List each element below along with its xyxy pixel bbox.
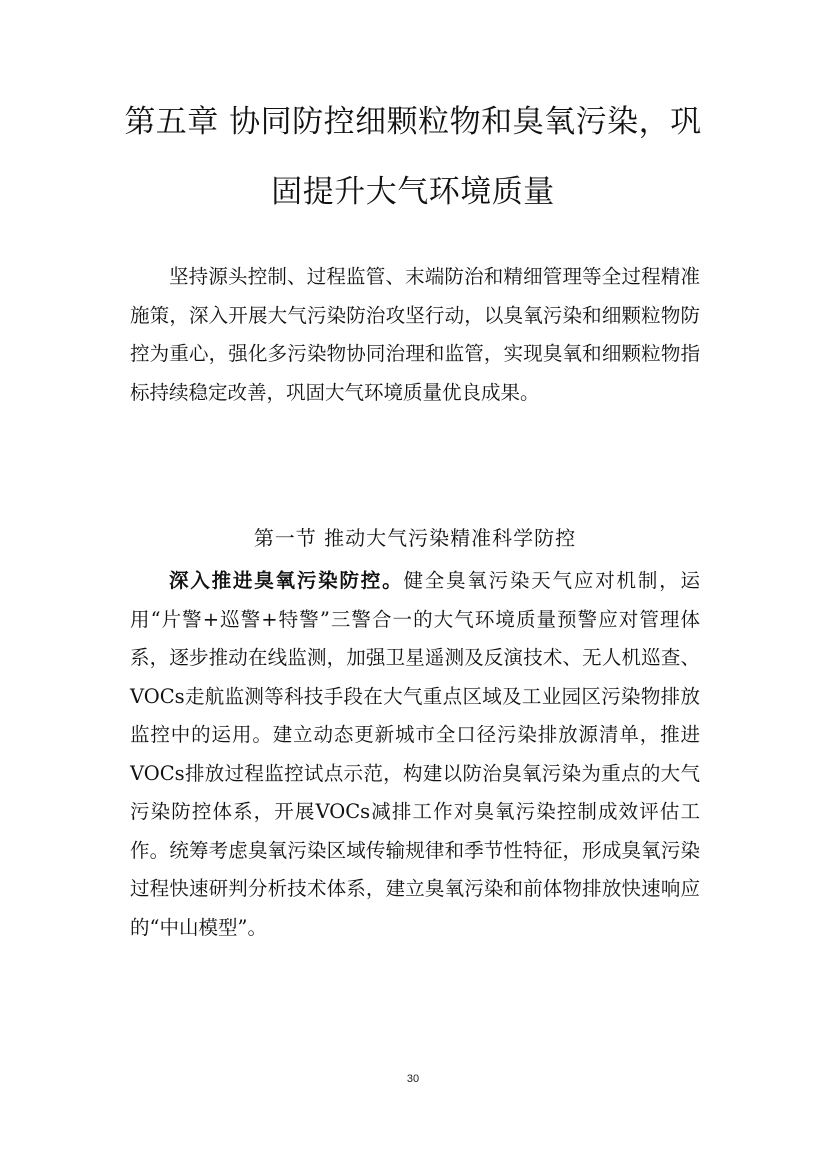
section-title: 第一节 推动大气污染精准科学防控 xyxy=(253,526,577,550)
paragraph-lead: 深入推进臭氧污染防控。 xyxy=(169,569,404,592)
chapter-title xyxy=(120,87,706,227)
chapter-title-line-1: 第五章 协同防控细颗粒物和臭氧污染，巩 xyxy=(124,104,702,140)
paragraph-body: 健全臭氧污染天气应对机制，运用“片警+巡警+特警”三警合一的大气环境质量预警应对管理体系，逐步推动在线监测，加强卫星遥测及反演技术、无人机巡查、VOCs走航监测等科技手段在大气重点区域及工业园区污染物排放监控中的运用。建立动态更新城市全口径污染排放源清单，推进VOCs排放过程监控试点示范，构建以防治臭氧污染为重点的大气污染防控体系，开展VOCs减排工作对臭氧污染控制成效评估工作。统筹考虑臭氧污染区域传输规律和季节性特征，形成臭氧污染过程快速研判分析技术体系，建立臭氧污染和前体物排放快速响应的“中山模型”。 xyxy=(130,569,700,939)
body-paragraph xyxy=(130,562,700,947)
chapter-title-line-2: 固提升大气环境质量 xyxy=(271,174,555,210)
intro-paragraph: 坚持源头控制、过程监管、末端防治和精细管理等全过程精准施策，深入开展大气污染防治攻坚行动，以臭氧污染和细颗粒物防控为重心，强化多污染物协同治理和监管，实现臭氧和细颗粒物指标持续稳定改善，巩固大气环境质量优良成果。 xyxy=(130,265,700,404)
page-number: 30 xyxy=(406,1073,420,1085)
